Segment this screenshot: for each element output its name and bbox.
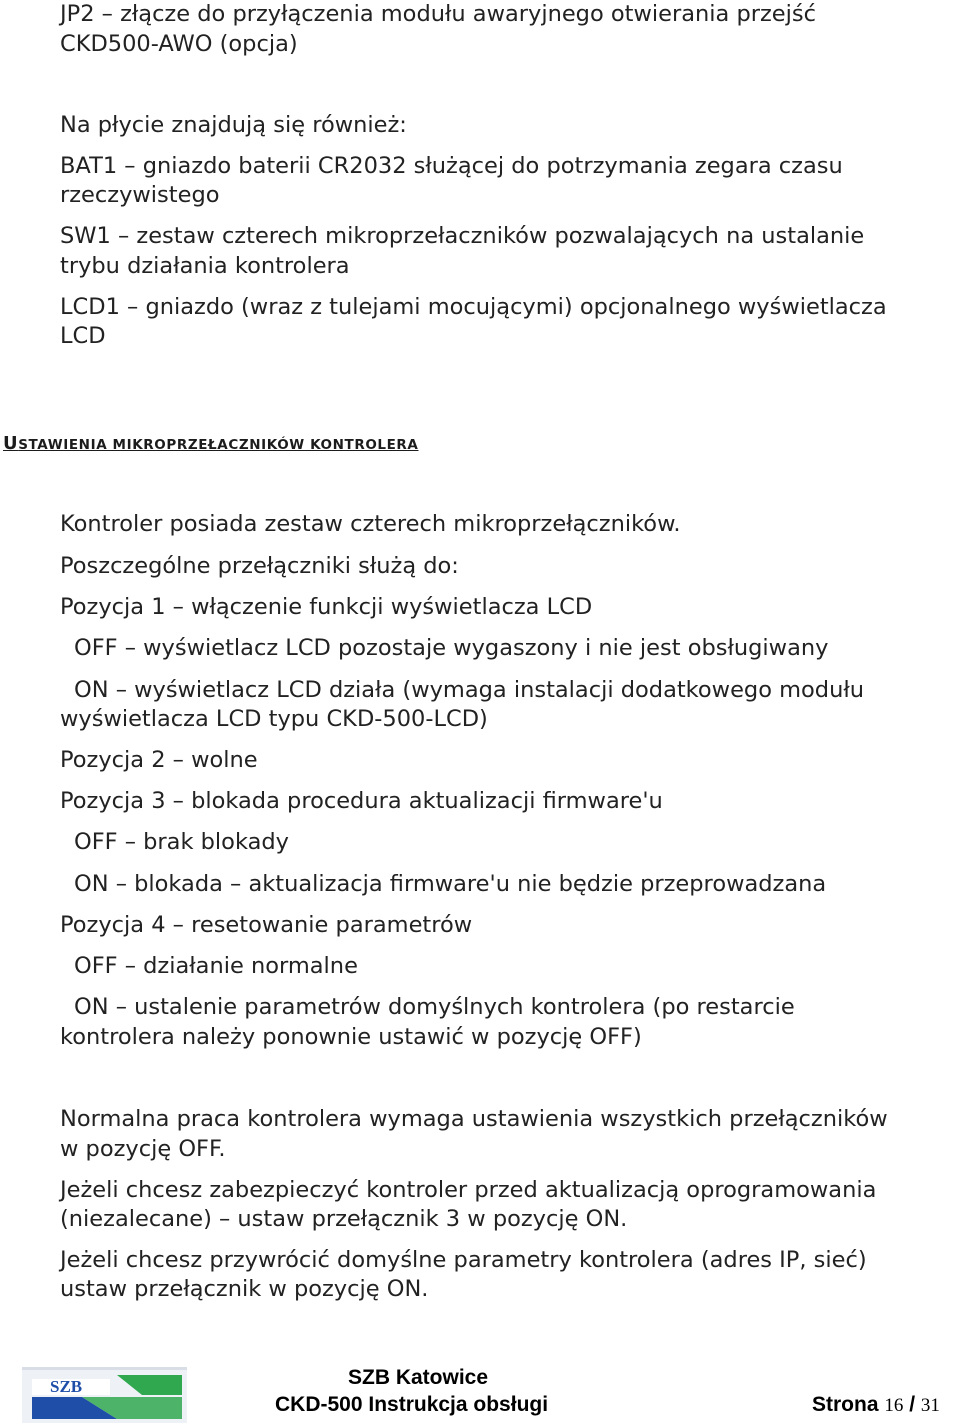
position-2: Pozycja 2 – wolne xyxy=(60,747,258,773)
page-total: 31 xyxy=(920,1395,940,1416)
lcd1-line-1: LCD1 – gniazdo (wraz z tulejami mocującymi) opcjonalnego wyświetlacza xyxy=(60,294,887,320)
note-2-line-1: Jeżeli chcesz zabezpieczyć kontroler przed aktualizacją oprogramowania xyxy=(60,1177,877,1203)
position-4-off: OFF – działanie normalne xyxy=(74,953,358,979)
paragraph-intro: Kontroler posiada zestaw czterech mikroprzełączników. xyxy=(60,511,681,537)
position-1-on-line-2: wyświetlacza LCD typu CKD-500-LCD) xyxy=(60,706,488,732)
note-3-line-1: Jeżeli chcesz przywrócić domyślne parametry kontrolera (adres IP, sieć) xyxy=(60,1247,867,1273)
paragraph-switches: Poszczególne przełączniki służą do: xyxy=(60,553,459,579)
logo-text: SZB xyxy=(50,1377,83,1396)
section-heading xyxy=(3,433,418,454)
footer-page-number xyxy=(812,1393,940,1417)
bat1-line-2: rzeczywistego xyxy=(60,182,220,208)
position-1: Pozycja 1 – włączenie funkcji wyświetlacza LCD xyxy=(60,594,593,620)
bat1-line-1: BAT1 – gniazdo baterii CR2032 służącej do potrzymania zegara czasu xyxy=(60,153,843,179)
page-separator: / xyxy=(909,1393,916,1416)
sw1-line-1: SW1 – zestaw czterech mikroprzełaczników pozwalających na ustalanie xyxy=(60,223,865,249)
jp2-line-1: JP2 – złącze do przyłączenia modułu awaryjnego otwierania przejść xyxy=(60,1,816,27)
section-heading-rest: STAWIENIA MIKROPRZEŁACZNIKÓW KONTROLERA xyxy=(18,437,419,453)
sw1-line-2: trybu działania kontrolera xyxy=(60,253,350,279)
position-1-off: OFF – wyświetlacz LCD pozostaje wygaszony i nie jest obsługiwany xyxy=(74,635,829,661)
also-label: Na płycie znajdują się również: xyxy=(60,112,407,138)
position-4-on-line-1: ON – ustalenie parametrów domyślnych kontrolera (po restarcie xyxy=(74,994,795,1020)
footer-company: SZB Katowice xyxy=(348,1366,489,1389)
position-3: Pozycja 3 – blokada procedura aktualizacji firmware'u xyxy=(60,788,663,814)
position-4-on-line-2: kontrolera należy ponownie ustawić w pozycję OFF) xyxy=(60,1024,642,1050)
page-footer xyxy=(0,1360,960,1425)
position-1-on-line-1: ON – wyświetlacz LCD działa (wymaga instalacji dodatkowego modułu xyxy=(74,677,865,703)
page-label: Strona xyxy=(812,1393,879,1416)
position-3-off: OFF – brak blokady xyxy=(74,829,289,855)
note-3-line-2: ustaw przełącznik w pozycję ON. xyxy=(60,1276,429,1302)
footer-document-title: CKD-500 Instrukcja obsługi xyxy=(275,1393,549,1416)
page-current: 16 xyxy=(884,1395,904,1416)
note-2-line-2: (niezalecane) – ustaw przełącznik 3 w pozycję ON. xyxy=(60,1206,628,1232)
note-1-line-1: Normalna praca kontrolera wymaga ustawienia wszystkich przełączników xyxy=(60,1106,888,1132)
jp2-line-2: CKD500-AWO (opcja) xyxy=(60,31,298,57)
lcd1-line-2: LCD xyxy=(60,323,106,349)
note-1-line-2: w pozycję OFF. xyxy=(60,1136,226,1162)
section-heading-initial: U xyxy=(3,433,19,454)
position-4: Pozycja 4 – resetowanie parametrów xyxy=(60,912,473,938)
position-3-on: ON – blokada – aktualizacja firmware'u nie będzie przeprowadzana xyxy=(74,871,827,897)
szb-logo xyxy=(22,1367,187,1423)
